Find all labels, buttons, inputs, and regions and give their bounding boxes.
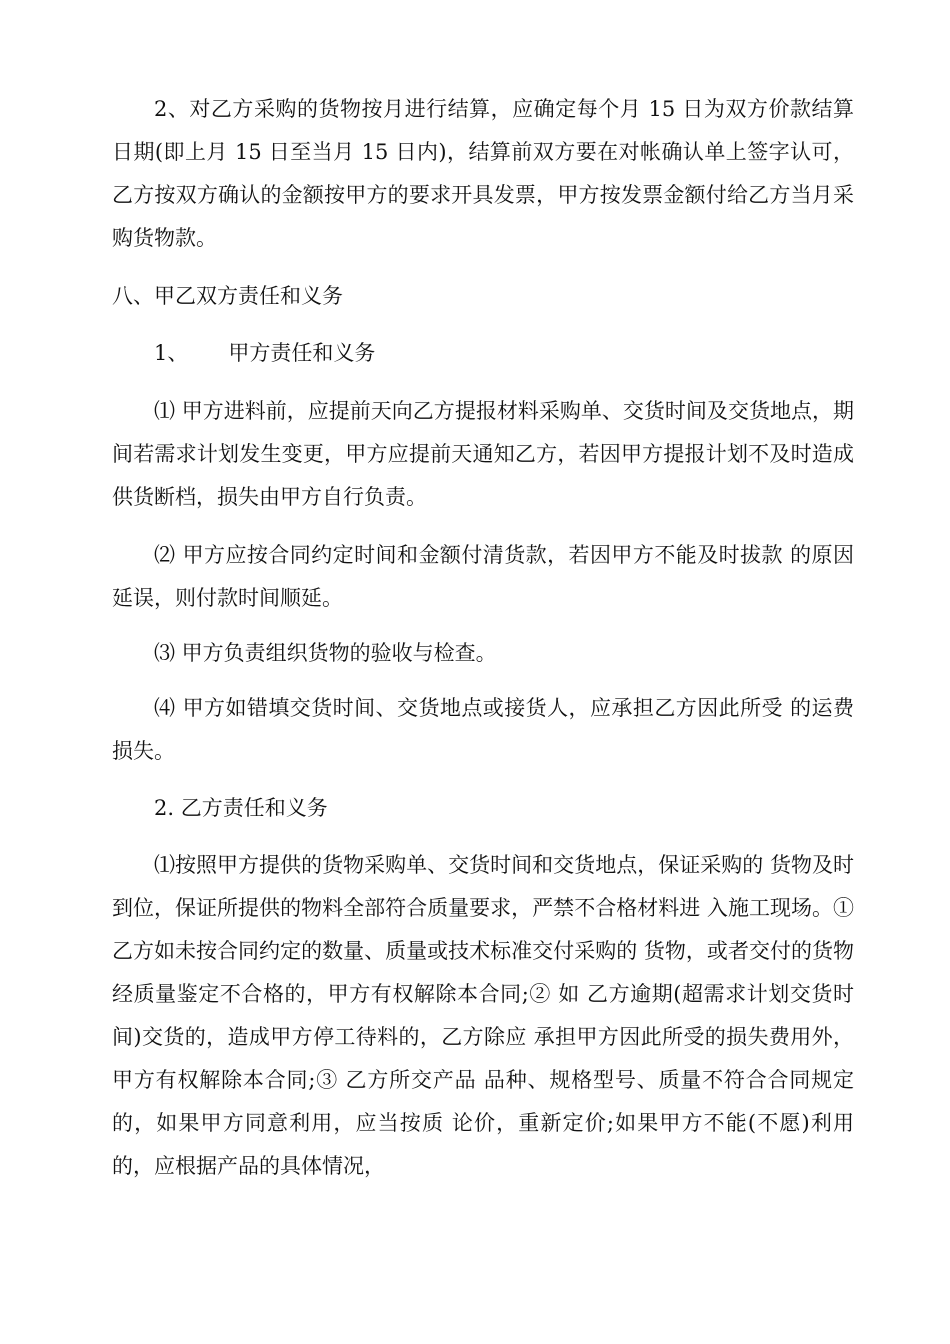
- document-page: [112, 88, 854, 1188]
- subheading-party-b-responsibilities: 2. 乙方责任和义务: [154, 796, 328, 820]
- party-a-clause-2: ⑵ 甲方应按合同约定时间和金额付清货款，若因甲方不能及时拔款 的原因延误，则付款时间顺延。: [112, 543, 854, 610]
- section-heading-responsibilities: 八、甲乙双方责任和义务: [112, 284, 343, 308]
- subheading-party-a-responsibilities: 1、 甲方责任和义务: [154, 341, 376, 365]
- payment-settlement-clause: 2、对乙方采购的货物按月进行结算，应确定每个月 15 日为双方价款结算日期(即上月 15 日至当月 15 日内)，结算前双方要在对帐确认单上签字认可，乙方按双方确认的金额按甲方的要求开具发票，甲方按发票金额付给乙方当月采购货物款。: [112, 97, 854, 250]
- party-a-clause-3: ⑶ 甲方负责组织货物的验收与检查。: [154, 641, 497, 665]
- party-b-clause-1: ⑴按照甲方提供的货物采购单、交货时间和交货地点，保证采购的 货物及时到位，保证所提供的物料全部符合质量要求，严禁不合格材料进 入施工现场。①乙方如未按合同约定的数量、质量或技术标准交付采购的 货物，或者交付的货物经质量鉴定不合格的，甲方有权解除本合同;② 如 乙方逾期(超需求计划交货时间)交货的，造成甲方停工待料的，乙方除应 承担甲方因此所受的损失费用外，甲方有权解除本合同;③ 乙方所交产品 品种、规格型号、质量不符合合同规定的，如果甲方同意利用，应当按质 论价，重新定价;如果甲方不能(不愿)利用的，应根据产品的具体情况，: [112, 853, 854, 1178]
- party-a-clause-4: ⑷ 甲方如错填交货时间、交货地点或接货人，应承担乙方因此所受 的运费损失。: [112, 696, 854, 763]
- party-a-clause-1: ⑴ 甲方进料前，应提前天向乙方提报材料采购单、交货时间及交货地点，期间若需求计划发生变更，甲方应提前天通知乙方，若因甲方提报计划不及时造成供货断档，损失由甲方自行负责。: [112, 399, 854, 509]
